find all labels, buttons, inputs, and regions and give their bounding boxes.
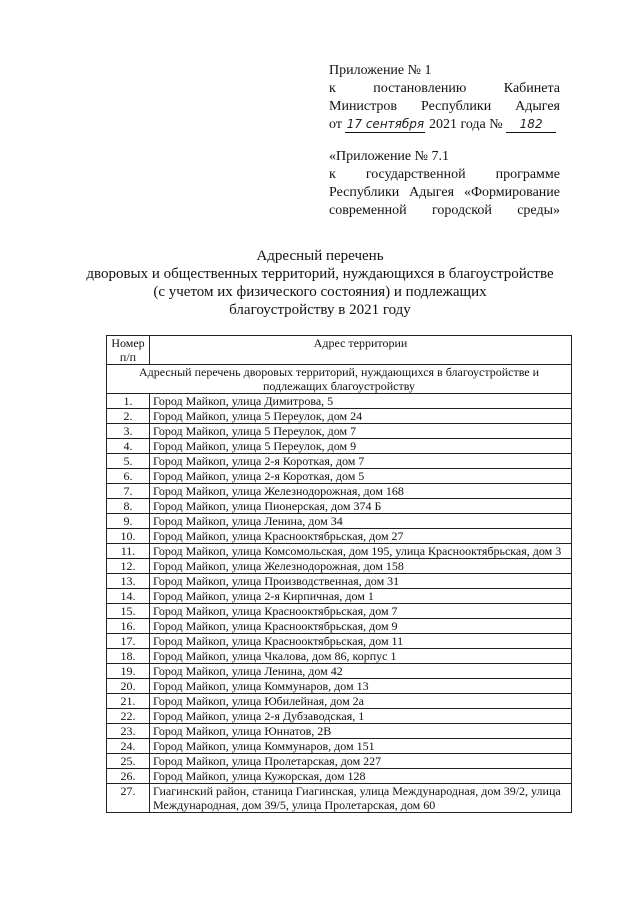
row-number: 26. (107, 769, 150, 784)
title-line-2: дворовых и общественных территорий, нуждающихся в благоустройстве (86, 266, 554, 282)
table-row (107, 454, 572, 469)
row-address: Город Майкоп, улица Комсомольская, дом 195, улица Краснооктябрьская, дом 3 (150, 544, 572, 559)
row-number: 13. (107, 574, 150, 589)
row-address: Город Майкоп, улица Коммунаров, дом 151 (150, 739, 572, 754)
table-row (107, 514, 572, 529)
appendix-1-line2: Министров Республики Адыгея (329, 99, 560, 114)
row-address: Город Майкоп, улица Краснооктябрьская, дом 11 (150, 634, 572, 649)
header-number: Номер п/п (107, 336, 150, 365)
table-row (107, 649, 572, 664)
row-number: 16. (107, 619, 150, 634)
appendix-7-1-line3: Республики Адыгея «Формирование (329, 185, 560, 200)
row-number: 22. (107, 709, 150, 724)
header-address: Адрес территории (150, 336, 572, 365)
table-row (107, 469, 572, 484)
table-row (107, 544, 572, 559)
row-address: Город Майкоп, улица Юннатов, 2В (150, 724, 572, 739)
table-row (107, 784, 572, 813)
table-row (107, 769, 572, 784)
row-address: Город Майкоп, улица 5 Переулок, дом 9 (150, 439, 572, 454)
table-row (107, 589, 572, 604)
table-row (107, 724, 572, 739)
table-row (107, 394, 572, 409)
row-address: Город Майкоп, улица Производственная, дом 31 (150, 574, 572, 589)
table-row (107, 424, 572, 439)
row-address: Город Майкоп, улица Железнодорожная, дом 168 (150, 484, 572, 499)
row-number: 27. (107, 784, 150, 813)
date-prefix: от (329, 117, 342, 132)
document-title (80, 247, 560, 319)
row-address: Город Майкоп, улица 2-я Кирпичная, дом 1 (150, 589, 572, 604)
row-address: Город Майкоп, улица 5 Переулок, дом 24 (150, 409, 572, 424)
handwritten-number: 182 (506, 117, 556, 133)
table-row (107, 739, 572, 754)
row-number: 25. (107, 754, 150, 769)
row-address: Город Майкоп, улица Пролетарская, дом 227 (150, 754, 572, 769)
title-line-4: благоустройству в 2021 году (229, 302, 411, 318)
row-number: 14. (107, 589, 150, 604)
row-address: Город Майкоп, улица Димитрова, 5 (150, 394, 572, 409)
section-row (107, 365, 572, 394)
row-number: 2. (107, 409, 150, 424)
section-title: Адресный перечень дворовых территорий, нуждающихся в благоустройстве и подлежащих благоустройству (107, 365, 572, 394)
row-address: Гиагинский район, станица Гиагинская, улица Международная, дом 39/2, улица Международная, дом 39/5, улица Пролетарская, дом 60 (150, 784, 572, 813)
row-number: 19. (107, 664, 150, 679)
appendix-7-1-line4: современной городской среды» (329, 203, 560, 218)
row-address: Город Майкоп, улица 2-я Дубзаводская, 1 (150, 709, 572, 724)
table-header-row (107, 336, 572, 365)
appendix-1-block (329, 62, 560, 134)
table-row (107, 409, 572, 424)
appendix-7-1-line2: к государственной программе (329, 167, 560, 182)
row-address: Город Майкоп, улица Краснооктябрьская, дом 9 (150, 619, 572, 634)
appendix-1-title: Приложение № 1 (329, 63, 432, 78)
row-address: Город Майкоп, улица 2-я Короткая, дом 7 (150, 454, 572, 469)
row-number: 6. (107, 469, 150, 484)
table-row (107, 709, 572, 724)
row-number: 5. (107, 454, 150, 469)
row-number: 18. (107, 649, 150, 664)
row-number: 20. (107, 679, 150, 694)
row-number: 7. (107, 484, 150, 499)
table-row (107, 754, 572, 769)
row-address: Город Майкоп, улица Железнодорожная, дом 158 (150, 559, 572, 574)
title-line-3: (с учетом их физического состояния) и подлежащих (153, 284, 487, 300)
table-row (107, 604, 572, 619)
row-number: 12. (107, 559, 150, 574)
appendix-7-1-block (329, 148, 560, 220)
year-text: 2021 года № (428, 117, 503, 132)
appendix-7-1-title: «Приложение № 7.1 (329, 149, 449, 164)
row-number: 15. (107, 604, 150, 619)
row-number: 4. (107, 439, 150, 454)
row-address: Город Майкоп, улица Чкалова, дом 86, корпус 1 (150, 649, 572, 664)
table-row (107, 529, 572, 544)
table-row (107, 664, 572, 679)
row-number: 3. (107, 424, 150, 439)
row-number: 24. (107, 739, 150, 754)
appendix-1-date-line (329, 116, 560, 134)
table-row (107, 499, 572, 514)
table-row (107, 619, 572, 634)
row-number: 10. (107, 529, 150, 544)
row-number: 11. (107, 544, 150, 559)
row-number: 9. (107, 514, 150, 529)
table-row (107, 679, 572, 694)
table-row (107, 484, 572, 499)
row-number: 8. (107, 499, 150, 514)
table-row (107, 634, 572, 649)
row-address: Город Майкоп, улица Коммунаров, дом 13 (150, 679, 572, 694)
row-number: 1. (107, 394, 150, 409)
row-address: Город Майкоп, улица Ленина, дом 34 (150, 514, 572, 529)
row-number: 21. (107, 694, 150, 709)
row-address: Город Майкоп, улица Ленина, дом 42 (150, 664, 572, 679)
row-address: Город Майкоп, улица 5 Переулок, дом 7 (150, 424, 572, 439)
row-address: Город Майкоп, улица 2-я Короткая, дом 5 (150, 469, 572, 484)
table-row (107, 439, 572, 454)
title-line-1: Адресный перечень (256, 248, 384, 264)
handwritten-date: 17 сентября (346, 117, 425, 131)
row-number: 17. (107, 634, 150, 649)
row-address: Город Майкоп, улица Кужорская, дом 128 (150, 769, 572, 784)
table-row (107, 574, 572, 589)
row-address: Город Майкоп, улица Пионерская, дом 374 Б (150, 499, 572, 514)
appendix-1-line1: к постановлению Кабинета (329, 81, 560, 96)
row-address: Город Майкоп, улица Краснооктябрьская, дом 27 (150, 529, 572, 544)
table-row (107, 694, 572, 709)
row-number: 23. (107, 724, 150, 739)
table-row (107, 559, 572, 574)
row-address: Город Майкоп, улица Юбилейная, дом 2а (150, 694, 572, 709)
row-address: Город Майкоп, улица Краснооктябрьская, дом 7 (150, 604, 572, 619)
address-table (106, 335, 572, 813)
